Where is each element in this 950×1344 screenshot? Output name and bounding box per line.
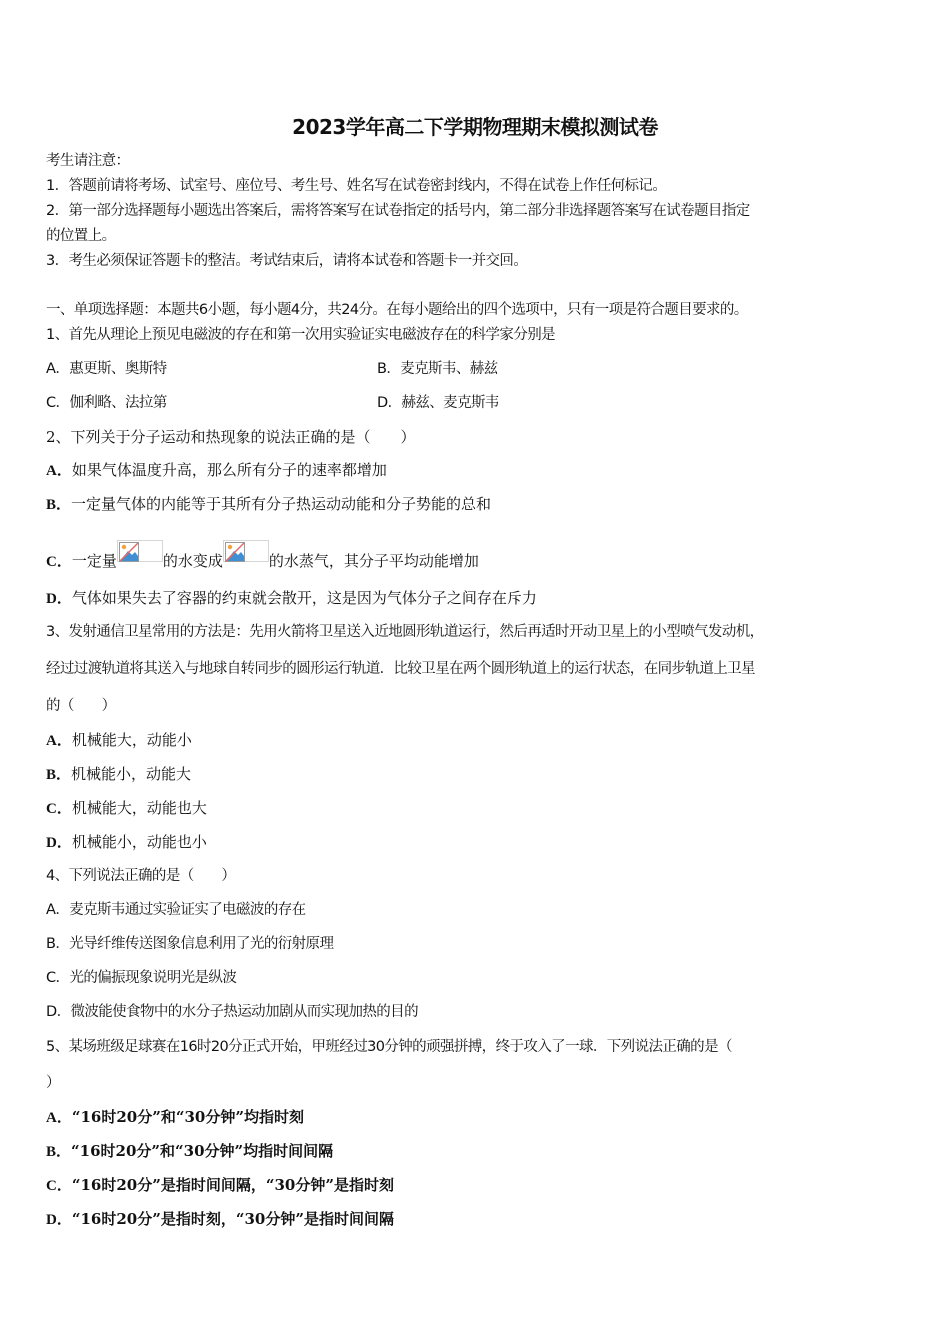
option-label: B． bbox=[46, 767, 72, 783]
option-text: 惠更斯、奥斯特 bbox=[69, 361, 167, 377]
option-label: B． bbox=[377, 361, 401, 377]
notice-item-1: 1．答题前请将考场、试室号、座位号、考生号、姓名写在试卷密封线内，不得在试卷上作任何标记。 bbox=[46, 178, 667, 194]
question-4-option-b bbox=[46, 934, 333, 954]
question-3-option-b bbox=[46, 764, 191, 785]
question-4-stem: 4、下列说法正确的是（ ） bbox=[46, 868, 236, 884]
option-text: 气体如果失去了容器的约束就会散开，这是因为气体分子之间存在斥力 bbox=[71, 589, 537, 607]
option-label: C． bbox=[46, 554, 72, 570]
option-text: “16时20分”和“30分钟”均指时刻 bbox=[71, 1108, 304, 1126]
question-5-stem-line-2: ） bbox=[46, 1075, 60, 1091]
question-2-option-a bbox=[46, 460, 387, 481]
option-label: C． bbox=[46, 395, 70, 411]
option-text: 麦克斯韦、赫兹 bbox=[400, 361, 498, 377]
option-text: “16时20分”和“30分钟”均指时间间隔 bbox=[71, 1142, 334, 1160]
option-label: D． bbox=[46, 1212, 72, 1228]
option-label: D． bbox=[46, 835, 72, 851]
question-3-option-c bbox=[46, 798, 207, 819]
option-label: D． bbox=[46, 591, 72, 607]
section-heading: 一、单项选择题：本题共6小题，每小题4分，共24分。在每小题给出的四个选项中，只有一项是符合题目要求的。 bbox=[46, 302, 748, 318]
option-text-part: 一定量 bbox=[71, 552, 117, 570]
option-label: B． bbox=[46, 497, 72, 513]
notice-heading: 考生请注意： bbox=[46, 153, 130, 169]
option-label: D． bbox=[377, 395, 402, 411]
question-1-option-b bbox=[377, 359, 498, 379]
option-label: A． bbox=[46, 733, 72, 749]
option-text: 光的偏振现象说明光是纵波 bbox=[69, 970, 237, 986]
question-5-stem-line-1: 5、某场班级足球赛在16时20分正式开始，甲班经过30分钟的顽强拼搏，终于攻入了一球．下列说法正确的是（ bbox=[46, 1039, 732, 1055]
notice-item-2-continued: 的位置上。 bbox=[46, 228, 116, 244]
option-text: 赫兹、麦克斯韦 bbox=[401, 395, 499, 411]
option-text: “16时20分”是指时刻，“30分钟”是指时间间隔 bbox=[71, 1210, 394, 1228]
option-label: B． bbox=[46, 936, 70, 952]
option-text-part: 的水蒸气，其分子平均动能增加 bbox=[268, 552, 479, 570]
question-1-option-d bbox=[377, 393, 499, 413]
question-5-option-c bbox=[46, 1175, 394, 1196]
question-4-option-d bbox=[46, 1002, 418, 1022]
option-label: A． bbox=[46, 361, 70, 377]
question-2-stem: 2、下列关于分子运动和热现象的说法正确的是（ ） bbox=[46, 428, 416, 446]
question-3-option-d bbox=[46, 832, 207, 853]
option-text: 光导纤维传送图象信息利用了光的衍射原理 bbox=[69, 936, 334, 952]
option-label: C． bbox=[46, 801, 72, 817]
option-text: 机械能大，动能小 bbox=[71, 731, 192, 749]
question-4-option-c bbox=[46, 968, 236, 988]
broken-image-icon bbox=[117, 540, 163, 562]
option-text: 机械能小，动能也小 bbox=[71, 833, 207, 851]
question-2-option-c bbox=[46, 540, 479, 572]
option-label: A． bbox=[46, 463, 72, 479]
option-text: “16时20分”是指时间间隔，“30分钟”是指时刻 bbox=[71, 1176, 394, 1194]
notice-item-2: 2．第一部分选择题每小题选出答案后，需将答案写在试卷指定的括号内，第二部分非选择题答案写在试卷题目指定 bbox=[46, 203, 750, 219]
option-text: 麦克斯韦通过实验证实了电磁波的存在 bbox=[69, 902, 306, 918]
question-2-option-b bbox=[46, 494, 491, 515]
question-3-option-a bbox=[46, 730, 192, 751]
question-5-option-a bbox=[46, 1107, 304, 1128]
question-5-option-d bbox=[46, 1209, 394, 1230]
option-label: D． bbox=[46, 1004, 71, 1020]
question-1-option-c bbox=[46, 393, 167, 413]
question-1-stem: 1、首先从理论上预见电磁波的存在和第一次用实验证实电磁波存在的科学家分别是 bbox=[46, 327, 556, 343]
question-1-option-a bbox=[46, 359, 167, 379]
question-3-stem-line-3: 的（ ） bbox=[46, 698, 116, 714]
option-text: 一定量气体的内能等于其所有分子热运动动能和分子势能的总和 bbox=[71, 495, 492, 513]
option-label: A． bbox=[46, 1110, 72, 1126]
option-label: C． bbox=[46, 1178, 72, 1194]
option-text: 机械能大，动能也大 bbox=[71, 799, 207, 817]
question-3-stem-line-2: 经过过渡轨道将其送入与地球自转同步的圆形运行轨道．比较卫星在两个圆形轨道上的运行状态，在同步轨道上卫星 bbox=[46, 661, 755, 677]
notice-item-3: 3．考生必须保证答题卡的整洁。考试结束后，请将本试卷和答题卡一并交回。 bbox=[46, 253, 528, 269]
question-2-option-d bbox=[46, 588, 537, 609]
option-label: A． bbox=[46, 902, 70, 918]
option-text: 微波能使食物中的水分子热运动加剧从而实现加热的目的 bbox=[70, 1004, 418, 1020]
option-text: 如果气体温度升高，那么所有分子的速率都增加 bbox=[71, 461, 387, 479]
option-text: 机械能小，动能大 bbox=[71, 765, 192, 783]
option-label: B． bbox=[46, 1144, 72, 1160]
broken-image-icon bbox=[223, 540, 269, 562]
question-5-option-b bbox=[46, 1141, 333, 1162]
question-4-option-a bbox=[46, 900, 306, 920]
question-3-stem-line-1: 3、发射通信卫星常用的方法是：先用火箭将卫星送入近地圆形轨道运行，然后再适时开动卫星上的小型喷气发动机， bbox=[46, 624, 764, 640]
option-text: 伽利略、法拉第 bbox=[69, 395, 167, 411]
option-label: C． bbox=[46, 970, 70, 986]
page-title: 2023学年高二下学期物理期末模拟测试卷 bbox=[292, 115, 658, 139]
option-text-part: 的水变成 bbox=[162, 552, 223, 570]
